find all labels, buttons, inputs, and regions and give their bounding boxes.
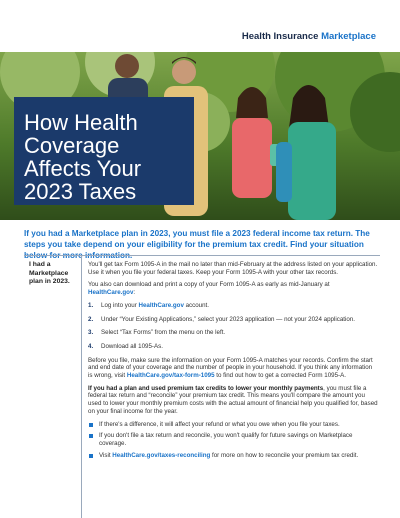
download-paragraph — [88, 281, 378, 296]
bullet-item — [88, 452, 378, 460]
download-text: You also can download and print a copy of your Form 1095-A as early as mid-January at — [88, 281, 330, 289]
reconcile-bold-text: If you had a plan and used premium tax credits to lower your monthly payments — [88, 384, 324, 392]
reconcile-text: , you must file a federal tax return and “reconcile” your premium tax credit. This means you'll compare the amount you used to lower your monthly premium costs with the actual amount of financial help you qualified for, based on your final income for the year. — [88, 384, 378, 415]
verify-text: Before you file, make sure the information on your Form 1095-A matches your records. Confirm the start and end date of your coverage and the number of people in your household. If you think any information is wrong, visit — [88, 356, 373, 380]
download-steps — [88, 302, 378, 351]
bullet-square-icon — [89, 454, 93, 458]
brand-name-main: Health Insurance — [241, 31, 322, 42]
title-line-2: Coverage — [24, 133, 120, 158]
intro-paragraph: If you had a Marketplace plan in 2023, you must file a 2023 federal income tax return. The steps you take depend on your eligibility for the premium tax credit. Find your situation below for more information. — [24, 229, 370, 260]
situation-details — [88, 261, 378, 463]
bullet-text: If you don't file a tax return and reconcile, you won't qualify for future savings on Marketplace coverage. — [99, 432, 353, 447]
reconcile-bullets — [88, 421, 378, 460]
verify-paragraph — [88, 357, 378, 380]
healthcare-gov-account-link[interactable]: HealthCare.gov — [138, 301, 184, 309]
step-number: 1. — [88, 301, 94, 309]
step-number: 3. — [88, 329, 94, 337]
healthcare-gov-link[interactable]: HealthCare.gov — [88, 289, 134, 297]
step-item — [88, 316, 378, 324]
title-line-3: Affects Your — [24, 156, 142, 181]
step-number: 2. — [88, 315, 94, 323]
download-text-end: : — [133, 289, 136, 297]
tax-form-1095-link[interactable]: HealthCare.gov/tax-form-1095 — [126, 372, 215, 380]
bullet-text: If there's a difference, it will affect your refund or what you owe when you file your taxes. — [99, 420, 340, 428]
brand-logo — [242, 31, 376, 42]
taxes-reconciling-link[interactable]: HealthCare.gov/taxes-reconciling — [112, 451, 211, 459]
bullet-square-icon — [89, 423, 93, 427]
step-text-end: account. — [183, 301, 210, 309]
brand-name-accent: Marketplace — [321, 31, 376, 42]
bullet-text: Visit — [99, 451, 113, 459]
situation-table — [24, 255, 380, 518]
title-line-1: How Health — [24, 110, 138, 135]
step-text: Log into your — [101, 301, 139, 309]
bullet-item — [88, 432, 378, 447]
step-item — [88, 343, 378, 351]
step-number: 4. — [88, 342, 94, 350]
bullet-text-end: for more on how to reconcile your premium tax credit. — [210, 451, 359, 459]
situation-label: I had a Marketplace plan in 2023. — [24, 256, 82, 518]
step-text: Select “Tax Forms” from the menu on the left. — [101, 329, 226, 337]
step-item — [88, 302, 378, 310]
step-text: Download all 1095-As. — [101, 342, 163, 350]
reconcile-paragraph — [88, 385, 378, 416]
bullet-item — [88, 421, 378, 429]
verify-text-end: to find out how to get a corrected Form 1095-A. — [214, 372, 346, 380]
title-line-4: 2023 Taxes — [24, 179, 137, 204]
form-mail-paragraph: You'll get tax Form 1095-A in the mail no later than mid-February at the address listed on your application. Use it when you file your federal taxes. Keep your Form 1095-A with your other tax records. — [88, 261, 378, 276]
step-text: Under “Your Existing Applications,” select your 2023 application — not your 2024 application. — [101, 315, 355, 323]
step-item — [88, 329, 378, 337]
bullet-square-icon — [89, 434, 93, 438]
document-title — [14, 97, 194, 205]
